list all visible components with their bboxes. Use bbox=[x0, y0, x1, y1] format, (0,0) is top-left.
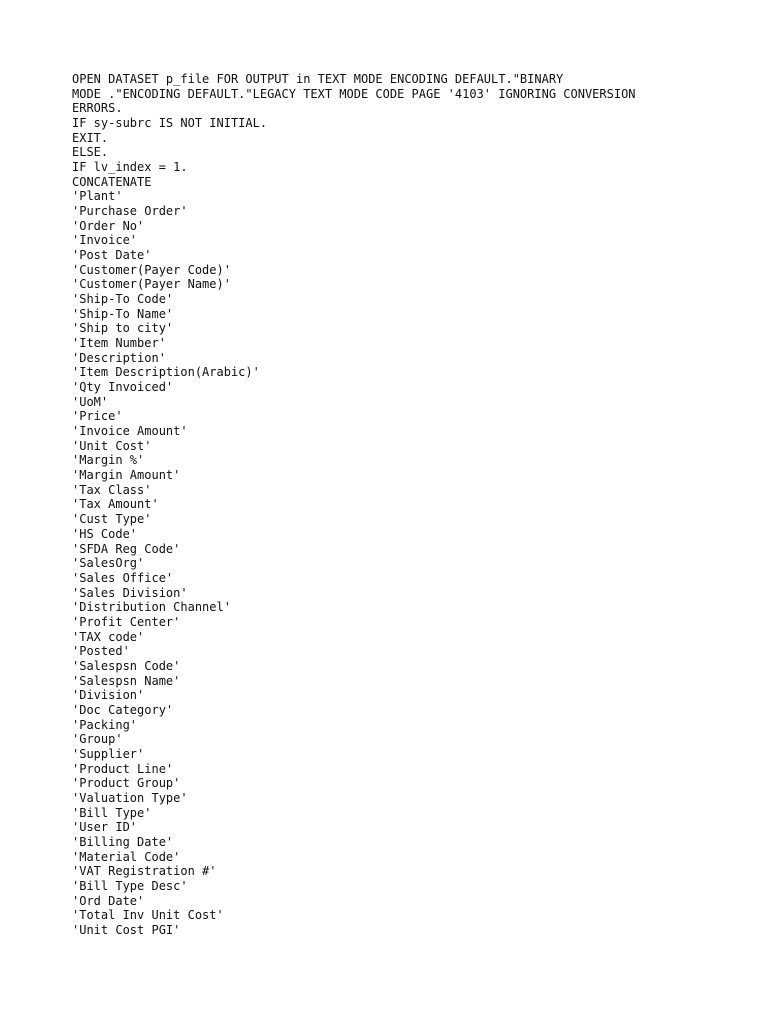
code-line: 'Material Code' bbox=[72, 849, 181, 864]
code-line: 'Description' bbox=[72, 350, 166, 365]
code-line: 'Unit Cost' bbox=[72, 438, 152, 453]
code-line: 'Margin Amount' bbox=[72, 468, 181, 483]
code-line: 'VAT Registration #' bbox=[72, 864, 217, 879]
code-line: 'Distribution Channel' bbox=[72, 600, 231, 615]
code-line: MODE ."ENCODING DEFAULT."LEGACY TEXT MODE CODE PAGE '4103' IGNORING CONVERSION bbox=[72, 86, 636, 101]
code-line: 'Ship to city' bbox=[72, 321, 174, 336]
code-line: 'Doc Category' bbox=[72, 702, 174, 717]
code-line: 'Billing Date' bbox=[72, 834, 174, 849]
code-line: 'Tax Amount' bbox=[72, 497, 159, 512]
code-line: 'Product Group' bbox=[72, 776, 181, 791]
code-line: 'Ship-To Name' bbox=[72, 306, 174, 321]
code-line: 'Profit Center' bbox=[72, 614, 181, 629]
code-line: 'Valuation Type' bbox=[72, 790, 188, 805]
code-line: 'User ID' bbox=[72, 820, 138, 835]
code-line: 'Invoice Amount' bbox=[72, 424, 188, 439]
code-line: 'Supplier' bbox=[72, 746, 145, 761]
code-line: 'Unit Cost PGI' bbox=[72, 922, 181, 937]
code-line: 'SalesOrg' bbox=[72, 556, 145, 571]
code-line: 'Group' bbox=[72, 732, 123, 747]
code-line: 'TAX code' bbox=[72, 629, 145, 644]
code-line: 'Packing' bbox=[72, 717, 138, 732]
code-line: IF lv_index = 1. bbox=[72, 160, 188, 175]
code-line: 'Item Number' bbox=[72, 336, 166, 351]
code-line: 'Ord Date' bbox=[72, 893, 145, 908]
code-line: ERRORS. bbox=[72, 101, 123, 116]
code-line: 'Salespsn Code' bbox=[72, 658, 181, 673]
code-line: 'Customer(Payer Name)' bbox=[72, 277, 231, 292]
code-line: 'Ship-To Code' bbox=[72, 292, 174, 307]
code-line: 'Total Inv Unit Cost' bbox=[72, 908, 224, 923]
code-line: 'Salespsn Name' bbox=[72, 673, 181, 688]
code-listing bbox=[72, 72, 692, 938]
code-line: OPEN DATASET p_file FOR OUTPUT in TEXT MODE ENCODING DEFAULT."BINARY bbox=[72, 72, 564, 86]
code-line: EXIT. bbox=[72, 130, 109, 145]
code-line: 'Item Description(Arabic)' bbox=[72, 365, 260, 380]
code-line: 'HS Code' bbox=[72, 526, 138, 541]
code-line: ELSE. bbox=[72, 145, 109, 160]
code-line: 'Customer(Payer Code)' bbox=[72, 262, 231, 277]
code-line: 'Price' bbox=[72, 409, 123, 424]
code-line: 'Sales Office' bbox=[72, 570, 174, 585]
code-line: CONCATENATE bbox=[72, 174, 152, 189]
code-line: 'Qty Invoiced' bbox=[72, 380, 174, 395]
code-line: 'UoM' bbox=[72, 394, 109, 409]
code-line: 'Posted' bbox=[72, 644, 130, 659]
code-line: 'Tax Class' bbox=[72, 482, 152, 497]
code-line: 'Plant' bbox=[72, 189, 123, 204]
code-line: 'Division' bbox=[72, 688, 145, 703]
code-line: 'Sales Division' bbox=[72, 585, 188, 600]
code-line: 'Order No' bbox=[72, 218, 145, 233]
code-line: 'SFDA Reg Code' bbox=[72, 541, 181, 556]
code-line: 'Post Date' bbox=[72, 248, 152, 263]
code-line: 'Purchase Order' bbox=[72, 204, 188, 219]
code-line: IF sy-subrc IS NOT INITIAL. bbox=[72, 116, 268, 131]
code-line: 'Bill Type' bbox=[72, 805, 152, 820]
code-line: 'Invoice' bbox=[72, 233, 138, 248]
code-line: 'Product Line' bbox=[72, 761, 174, 776]
code-line: 'Cust Type' bbox=[72, 512, 152, 527]
code-line: 'Bill Type Desc' bbox=[72, 878, 188, 893]
code-line: 'Margin %' bbox=[72, 453, 145, 468]
